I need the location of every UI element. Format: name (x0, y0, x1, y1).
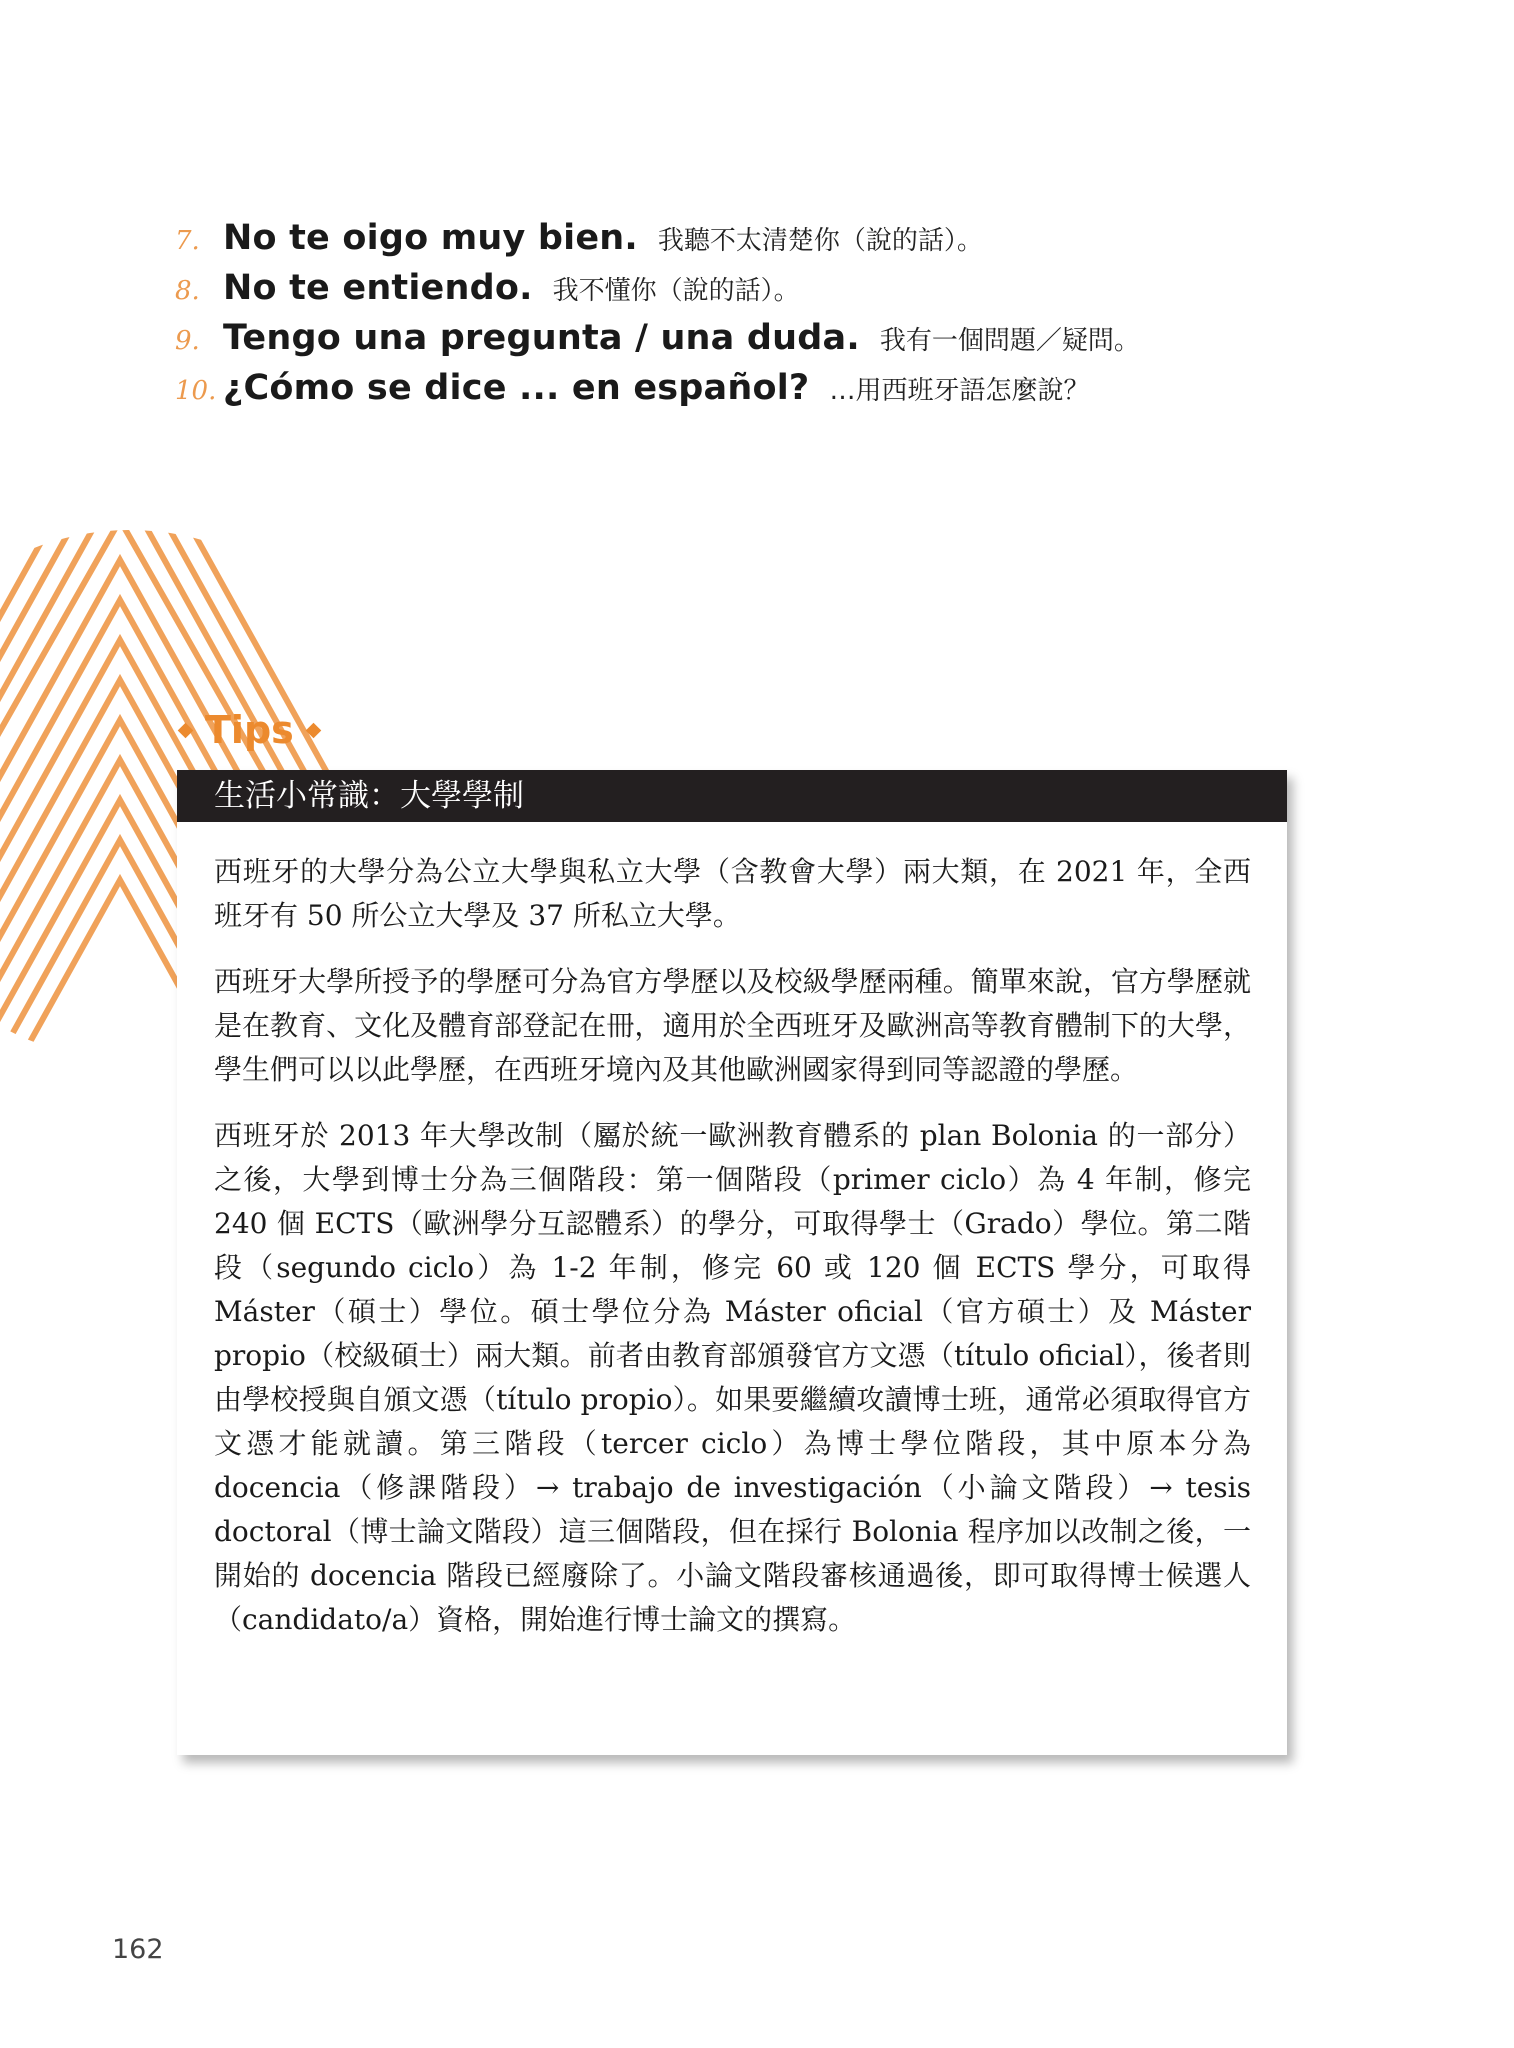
tips-paragraph: 西班牙於 2013 年大學改制（屬於統一歐洲教育體系的 plan Bolonia 的一部分）之後，大學到博士分為三個階段：第一個階段（primer ciclo）為 4 年制，修完 240 個 ECTS（歐洲學分互認體系）的學分，可取得學士（Grado）學位。第二階段（segundo ciclo）為 1-2 年制，修完 60 或 120 個 ECTS 學分，可取得 Máster（碩士）學位。碩士學位分為 Máster oficial（官方碩士）及 Máster propio（校級碩士）兩大類。前者由教育部頒發官方文憑（título oficial），後者則由學校授與自頒文憑（título propio）。如果要繼續攻讀博士班，通常必須取得官方文憑才能就讀。第三階段（tercer ciclo）為博士學位階段，其中原本分為 docencia（修課階段）→ trabajo de investigación（小論文階段）→ tesis doctoral（博士論文階段）這三個階段，但在採行 Bolonia 程序加以改制之後，一開始的 docencia 階段已經廢除了。小論文階段審核通過後，即可取得博士候選人（candidato/a）資格，開始進行博士論文的撰寫。 (214, 1119, 1251, 1636)
tips-body (177, 822, 1287, 1642)
diamond-icon (305, 722, 321, 738)
phrase-chinese: 我有一個問題／疑問。 (879, 326, 1140, 356)
phrase-number: 8. (175, 276, 200, 306)
phrase-spanish: No te entiendo. (223, 268, 533, 308)
phrase-number: 9. (175, 326, 200, 356)
phrase-chinese: 我聽不太清楚你（說的話）。 (657, 226, 983, 256)
phrase-item (175, 318, 1325, 368)
diamond-icon (178, 722, 194, 738)
phrase-spanish: Tengo una pregunta / una duda. (223, 318, 860, 358)
tips-box (177, 770, 1287, 1755)
tips-paragraph: 西班牙大學所授予的學歷可分為官方學歷以及校級學歷兩種。簡單來說，官方學歷就是在教育、文化及體育部登記在冊，適用於全西班牙及歐洲高等教育體制下的大學，學生們可以以此學歷，在西班牙境內及其他歐洲國家得到同等認證的學歷。 (214, 965, 1251, 1086)
phrase-number: 7. (175, 226, 200, 256)
phrase-chinese: …用西班牙語怎麼說？ (829, 376, 1090, 406)
phrase-spanish: ¿Cómo se dice ... en español? (223, 368, 810, 408)
phrase-item (175, 268, 1325, 318)
tips-heading (180, 708, 319, 752)
phrase-item (175, 368, 1325, 418)
phrase-list (175, 218, 1325, 418)
phrase-item (175, 218, 1325, 268)
phrase-number: 10. (175, 376, 217, 406)
page-number: 162 (112, 1934, 164, 1965)
tips-title: 生活小常識：大學學制 (177, 770, 1287, 822)
phrase-spanish: No te oigo muy bien. (223, 218, 638, 258)
phrase-chinese: 我不懂你（說的話）。 (552, 276, 800, 306)
tips-label: Tips (205, 708, 294, 752)
tips-paragraph: 西班牙的大學分為公立大學與私立大學（含教會大學）兩大類，在 2021 年，全西班牙有 50 所公立大學及 37 所私立大學。 (214, 855, 1251, 932)
